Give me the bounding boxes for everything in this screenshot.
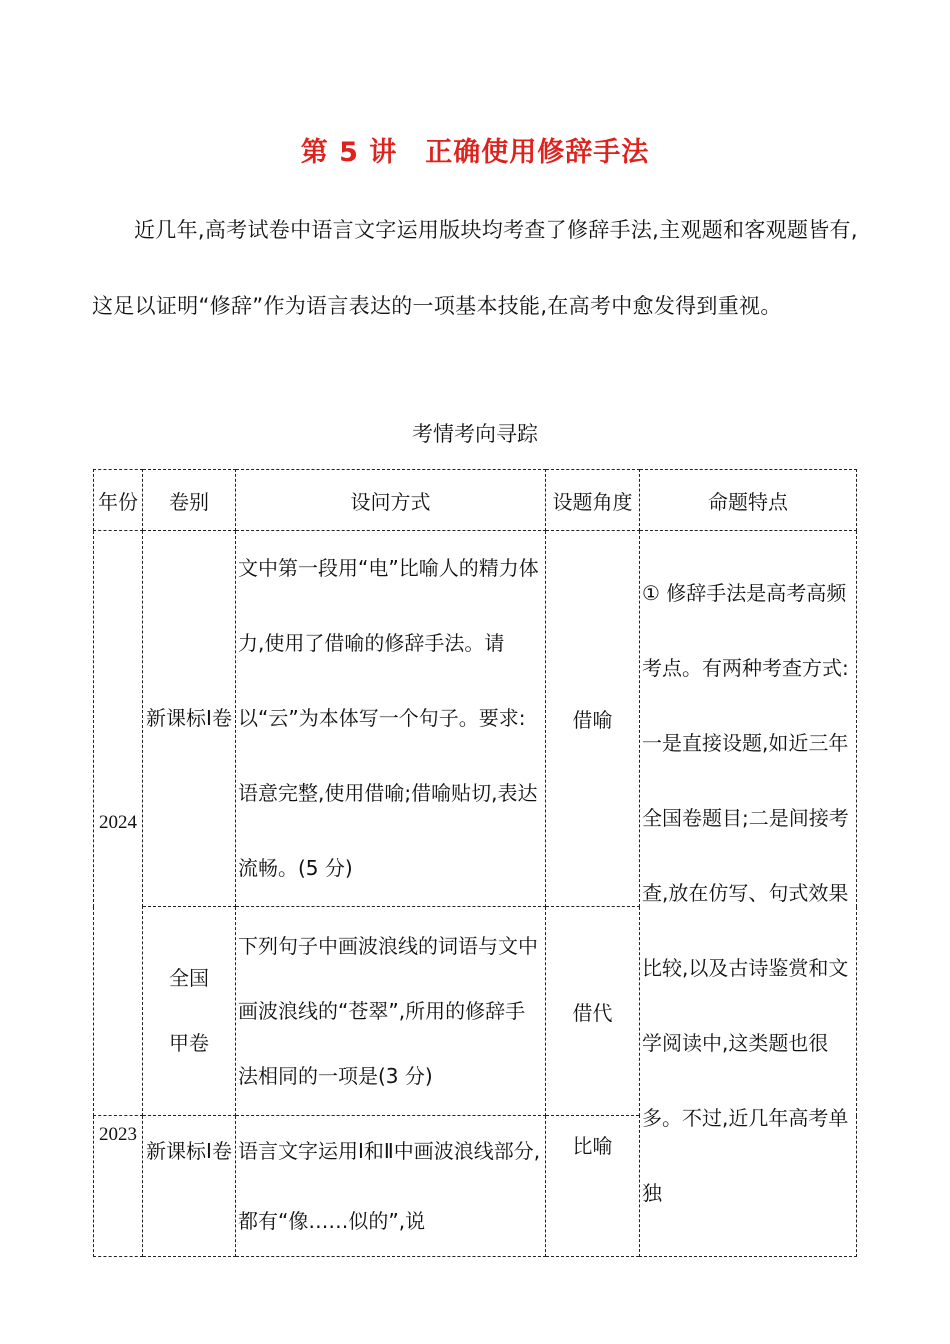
- year-cell: 2023: [94, 1116, 143, 1257]
- header-angle: 设题角度: [546, 470, 640, 531]
- angle-cell: 借喻: [546, 531, 640, 907]
- header-year: 年份: [94, 470, 143, 531]
- lesson-title: 第 5 讲 正确使用修辞手法: [300, 137, 650, 168]
- question-cell: 文中第一段用“电”比喻人的精力体力,使用了借喻的修辞手法。请以“云”为本体写一个句子。要求:语意完整,使用借喻;借喻贴切,表达流畅。(5 分): [236, 531, 546, 907]
- table-header-row: [94, 470, 857, 531]
- table-caption: 考情考向寻踪: [412, 422, 538, 446]
- angle-cell: 借代: [546, 907, 640, 1116]
- question-cell: 语言文字运用Ⅰ和Ⅱ中画波浪线部分,都有“像……似的”,说: [236, 1116, 546, 1257]
- volume-cell: 全国甲卷: [143, 907, 236, 1116]
- intro-paragraph: 近几年,高考试卷中语言文字运用版块均考查了修辞手法,主观题和客观题皆有,这足以证明“修辞”作为语言表达的一项基本技能,在高考中愈发得到重视。: [92, 218, 858, 318]
- header-volume: 卷别: [143, 470, 236, 531]
- year-cell: 2024: [94, 531, 143, 1116]
- header-question: 设问方式: [236, 470, 546, 531]
- table-row: [94, 531, 857, 907]
- volume-cell: 新课标Ⅰ卷: [143, 531, 236, 907]
- header-feature: 命题特点: [640, 470, 857, 531]
- angle-cell: 比喻: [546, 1116, 640, 1257]
- exam-analysis-table: [93, 469, 857, 1257]
- volume-cell: 新课标Ⅰ卷: [143, 1116, 236, 1257]
- question-cell: 下列句子中画波浪线的词语与文中画波浪线的“苍翠”,所用的修辞手法相同的一项是(3 分): [236, 907, 546, 1116]
- feature-cell: ① 修辞手法是高考高频考点。有两种考查方式:一是直接设题,如近三年全国卷题目;二是间接考查,放在仿写、句式效果比较,以及古诗鉴赏和文学阅读中,这类题也很多。不过,近几年高考单独: [640, 531, 857, 1257]
